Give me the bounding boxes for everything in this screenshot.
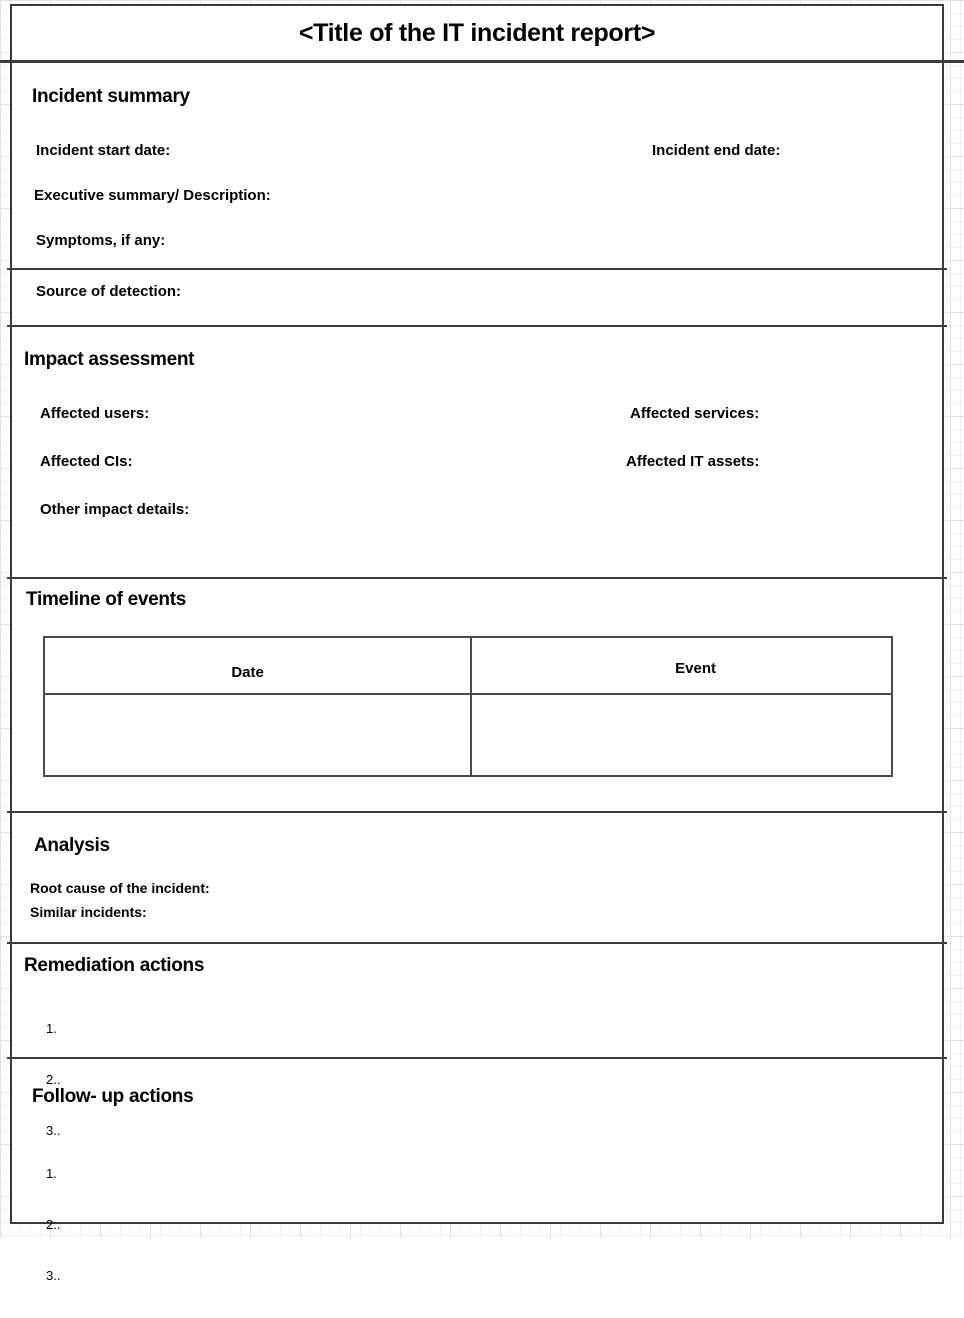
timeline-table	[43, 636, 893, 777]
executive-summary-label: Executive summary/ Description:	[34, 187, 271, 204]
section-divider	[7, 577, 947, 579]
affected-cis-label: Affected CIs:	[40, 453, 133, 470]
other-impact-details-label: Other impact details:	[40, 501, 190, 518]
root-cause-label: Root cause of the incident:	[30, 880, 210, 896]
affected-users-label: Affected users:	[40, 405, 150, 422]
title-rule	[0, 60, 964, 63]
similar-incidents-label: Similar incidents:	[30, 904, 147, 920]
remediation-item: 2..	[46, 1072, 61, 1087]
section-divider	[7, 1057, 947, 1059]
timeline-event-cell	[472, 695, 891, 775]
follow-up-item: 2..	[46, 1217, 61, 1232]
incident-report-document	[10, 4, 944, 1283]
timeline-event-column-label: Event	[675, 660, 717, 677]
timeline-date-cell	[45, 695, 472, 775]
page-title: <Title of the IT incident report>	[298, 18, 656, 47]
timeline-heading: Timeline of events	[26, 589, 187, 610]
source-of-detection-label: Source of detection:	[36, 283, 182, 300]
section-divider	[7, 268, 947, 270]
symptoms-label: Symptoms, if any:	[36, 232, 166, 249]
incident-summary-heading: Incident summary	[32, 86, 190, 107]
impact-assessment-heading: Impact assessment	[24, 349, 195, 370]
affected-it-assets-label: Affected IT assets:	[626, 453, 760, 470]
section-divider	[7, 942, 947, 944]
timeline-date-column-header	[45, 638, 472, 693]
incident-end-date-label: Incident end date:	[652, 142, 781, 159]
follow-up-actions-heading: Follow- up actions	[32, 1086, 194, 1107]
remediation-item: 3..	[46, 1123, 61, 1138]
follow-up-actions-list	[46, 1131, 68, 1318]
remediation-actions-heading: Remediation actions	[24, 955, 205, 976]
follow-up-item: 3..	[46, 1268, 61, 1283]
timeline-table-header	[45, 638, 891, 695]
analysis-heading: Analysis	[34, 835, 110, 856]
section-divider	[7, 811, 947, 813]
section-divider	[7, 325, 947, 327]
affected-services-label: Affected services:	[630, 405, 760, 422]
timeline-table-row	[45, 695, 891, 775]
follow-up-item: 1.	[46, 1166, 57, 1181]
timeline-event-column-header	[472, 638, 891, 693]
timeline-date-column-label: Date	[231, 664, 264, 681]
incident-start-date-label: Incident start date:	[36, 142, 171, 159]
remediation-item: 1.	[46, 1021, 57, 1036]
